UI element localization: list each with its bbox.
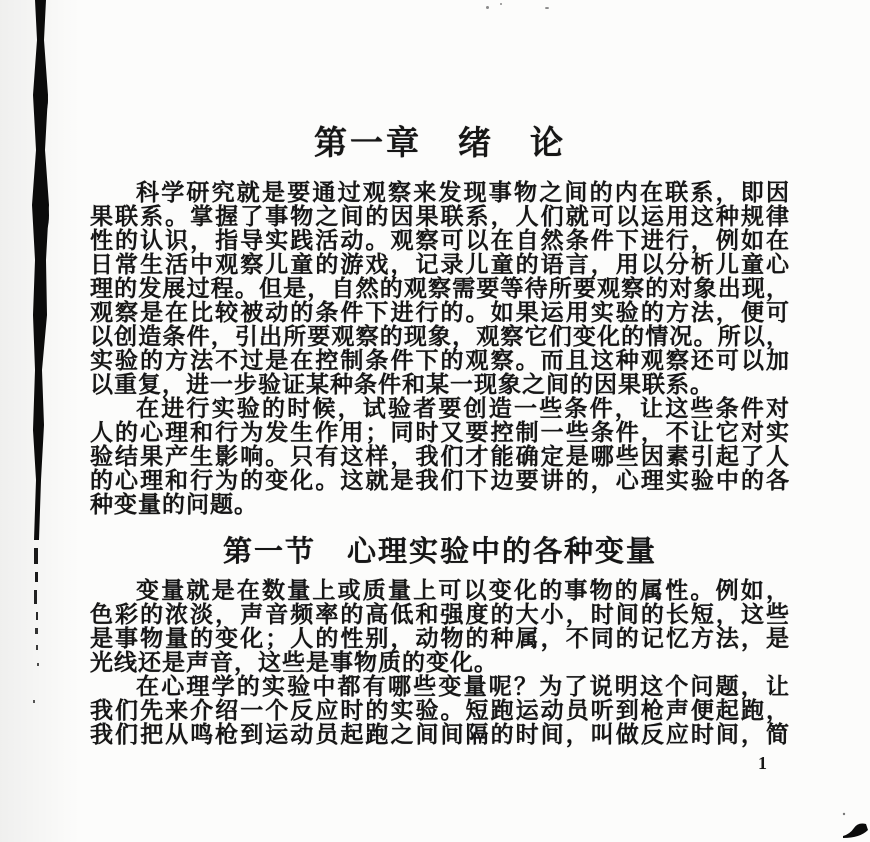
text-line: 以创造条件，引出所要观察的现象，观察它们变化的情况。所以， bbox=[90, 324, 790, 349]
body-paragraphs-upper bbox=[90, 181, 790, 517]
text-line: 的心理和行为的变化。这就是我们下边要讲的，心理实验中的各 bbox=[90, 468, 790, 493]
text-line: 色彩的浓淡，声音频率的高低和强度的大小，时间的长短，这些 bbox=[90, 602, 790, 627]
text-line: 人的心理和行为发生作用；同时又要控制一些条件，不让它对实 bbox=[90, 420, 790, 445]
text-line: 果联系。掌握了事物之间的因果联系，人们就可以运用这种规律 bbox=[90, 204, 790, 229]
text-line: 日常生活中观察儿童的游戏，记录儿童的语言，用以分析儿童心 bbox=[90, 252, 790, 277]
text-line: 种变量的问题。 bbox=[90, 492, 258, 517]
text-line: 理的发展过程。但是，自然的观察需要等待所要观察的对象出现， bbox=[90, 276, 790, 301]
text-line: 在心理学的实验中都有哪些变量呢？为了说明这个问题，让 bbox=[136, 674, 790, 699]
text-line: 以重复，进一步验证某种条件和某一现象之间的因果联系。 bbox=[90, 372, 714, 397]
text-line: 实验的方法不过是在控制条件下的观察。而且这种观察还可以加 bbox=[90, 348, 790, 373]
text-line: 是事物量的变化；人的性别，动物的种属，不同的记忆方法，是 bbox=[90, 626, 790, 651]
text-line: 光线还是声音，这些是事物质的变化。 bbox=[90, 650, 498, 675]
text-line: 变量就是在数量上或质量上可以变化的事物的属性。例如， bbox=[136, 578, 790, 603]
page-text-block bbox=[90, 0, 790, 842]
text-line: 我们先来介绍一个反应时的实验。短跑运动员听到枪声便起跑， bbox=[90, 698, 790, 723]
text-line: 科学研究就是要通过观察来发现事物之间的内在联系，即因 bbox=[136, 180, 790, 205]
chapter-title: 第一章 绪 论 bbox=[314, 126, 566, 162]
gutter-shade bbox=[0, 0, 80, 842]
section-title: 第一节 心理实验中的各种变量 bbox=[222, 536, 657, 568]
page-number: 1 bbox=[758, 753, 767, 773]
text-line: 观察是在比较被动的条件下进行的。如果运用实验的方法，便可 bbox=[90, 300, 790, 325]
text-line: 性的认识，指导实践活动。观察可以在自然条件下进行，例如在 bbox=[90, 228, 790, 253]
text-line: 在进行实验的时候，试验者要创造一些条件，让这些条件对 bbox=[136, 396, 790, 421]
scan-corner-artifact bbox=[810, 802, 870, 842]
text-line: 我们把从鸣枪到运动员起跑之间间隔的时间，叫做反应时间，简 bbox=[90, 722, 790, 747]
scan-gutter-artifact bbox=[0, 0, 70, 842]
body-paragraphs-lower bbox=[90, 579, 790, 747]
text-line: 验结果产生影响。只有这样，我们才能确定是哪些因素引起了人 bbox=[90, 444, 790, 469]
